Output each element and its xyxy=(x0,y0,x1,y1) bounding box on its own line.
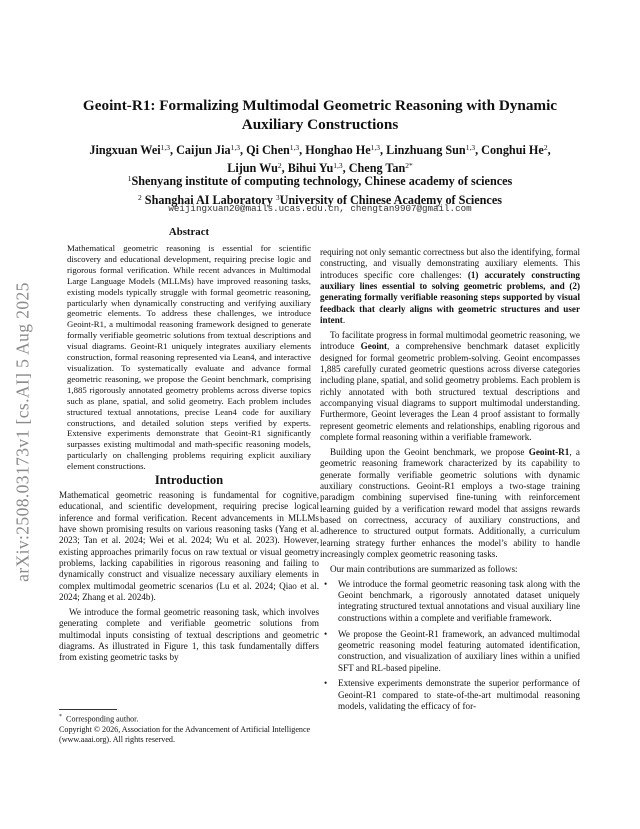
author: Linzhuang Sun$^{1,3}$, xyxy=(386,143,482,157)
arxiv-stamp-text: arXiv:2508.03173v1 [cs.AI] 5 Aug 2025 xyxy=(12,282,33,582)
abstract-heading: Abstract xyxy=(168,226,210,238)
author: Cheng Tan$^{2*}$ xyxy=(348,161,413,175)
intro-paragraph: Mathematical geometric reasoning is fundamental for cognitive, educational, and scientific development, requiring precise logical inference and formal verification. Recent advancements in MLLMs have shown promising results on various reasoning tasks (Yang et al. 2023; Tan et al. 2024; Wei et al. 2024; Wu et al. 2023). However, existing approaches primarily focus on raw textual or visual geometry problems, lacking capabilities in rigorous reasoning and failing to dynamically construct and visualize necessary auxiliary elements in complex multimodal geometric scenarios (Lu et al. 2024; Qiao et al. 2024; Zhang et al. 2024b). xyxy=(59,490,319,603)
list-item: • We introduce the formal geometric reasoning task along with the Geoint benchmark, a rigorously annotated dataset uniquely integrating structured textual annotations and visual auxiliary line constructions within a complete and verifiable framework. xyxy=(324,578,580,623)
introduction-left-column xyxy=(59,490,319,667)
copyright-notice: Copyright © 2026, Association for the Advancement of Artificial Intelligence (www.aaai.org). All rights reserved. xyxy=(59,724,311,744)
contributions-list xyxy=(320,579,580,713)
author: Lijun Wu$^2$, xyxy=(227,161,288,175)
author: Caijun Jia$^{1,3}$, xyxy=(176,143,247,157)
arxiv-stamp xyxy=(8,232,38,632)
right-column xyxy=(320,247,580,717)
abstract-body xyxy=(67,243,311,472)
author-emails: weijingxuan20@mails.ucas.edu.cn, chengtan9907@gmail.com xyxy=(168,203,472,214)
abstract-text: Mathematical geometric reasoning is essential for scientific discovery and educational development, requiring precise logic and rigorous formal verification. While recent advances in Multimodal Large Language Models (MLLMs) have improved reasoning tasks, existing models typically struggle with formal geometric reasoning, particularly when dynamically constructing and verifying auxiliary geometric elements. To address these challenges, we introduce Geoint-R1, a multimodal reasoning framework designed to generate formally verifiable geometric solutions from textual descriptions and visual diagrams. Geoint-R1 uniquely integrates auxiliary elements construction, formal reasoning represented via Lean4, and interactive visualization. To systematically evaluate and advance formal geometric reasoning, we propose the Geoint benchmark, comprising 1,885 rigorously annotated geometry problems across diverse topics such as plane, spatial, and solid geometry. Each problem includes structured textual annotations, precise Lean4 code for auxiliary constructions, and detailed solution steps verified by experts. Extensive experiments demonstrate that Geoint-R1 significantly surpasses existing multimodal and math-specific reasoning models, particularly on challenging problems requiring explicit auxiliary element constructions. xyxy=(67,243,311,472)
body-paragraph: Building upon the Geoint benchmark, we propose Geoint-R1, a geometric reasoning framework characterized by its capability to generate formally verifiable geometric solutions with dynamic auxiliary constructions. Geoint-R1 employs a two-stage training paradigm combining supervised fine-tuning with reinforcement learning guided by a verification reward model that assigns rewards based on correctness, accuracy of auxiliary constructions, and adherence to structured output formats. Additionally, a curriculum learning strategy further enhances the model’s ability to handle increasingly complex geometric reasoning tasks. xyxy=(320,446,580,559)
intro-paragraph: We introduce the formal geometric reasoning task, which involves generating complete and verifiable geometric solutions from multimodal inputs consisting of textual descriptions and geometric diagrams. As illustrated in Figure 1, this task fundamentally differs from existing geometric tasks by xyxy=(59,606,319,663)
author: Conghui He$^2$, xyxy=(481,143,551,157)
author: Qi Chen$^{1,3}$, xyxy=(246,143,306,157)
footnote-divider xyxy=(59,709,117,710)
bullet-icon: • xyxy=(324,578,328,589)
affiliation-line: $^2$ Shanghai AI Laboratory $^3$University of Chinese Academy of Sciences xyxy=(138,192,502,207)
list-item: • We propose the Geoint-R1 framework, an advanced multimodal geometric reasoning model featuring automated identification, construction, and visualization of auxiliary lines within a unified SFT and RL-based pipeline. xyxy=(324,628,580,673)
paper-title: Geoint-R1: Formalizing Multimodal Geometric Reasoning with Dynamic Auxiliary Constructions xyxy=(82,97,558,133)
body-paragraph: To facilitate progress in formal multimodal geometric reasoning, we introduce Geoint, a comprehensive benchmark dataset explicitly designed for formal geometric problem-solving. Geoint encompasses 1,885 carefully curated geometric questions across diverse categories including plane, spatial, and solid geometry problems. Each problem is richly annotated with both structured textual descriptions and accompanying visual diagrams to support multimodal understanding. Furthermore, Geoint leverages the Lean 4 proof assistant to formally represent geometric elements and relationships, enabling rigorous and complete formal reasoning within a verifiable framework. xyxy=(320,329,580,442)
bullet-icon: • xyxy=(324,628,328,639)
corresponding-author-note: * Corresponding author. xyxy=(59,714,139,724)
footnotes xyxy=(59,712,319,745)
author: Bihui Yu$^{1,3}$, xyxy=(287,161,349,175)
body-paragraph: requiring not only semantic correctness but also the identifying, formal constructing, and visually demonstrating auxiliary elements. This introduces specific core challenges: (1) accurately constructing auxiliary lines essential to solving geometric problems, and (2) generating formally verifiable reasoning steps supported by visual feedback that clearly aligns with geometric structures and user intent. xyxy=(320,247,580,326)
list-item: • Extensive experiments demonstrate the superior performance of Geoint-R1 compared to state-of-the-art multimodal reasoning models, validating the efficacy of for- xyxy=(324,678,580,712)
introduction-heading: Introduction xyxy=(154,473,224,487)
affiliation-line: $^1$Shenyang institute of computing technology, Chinese academy of sciences xyxy=(127,174,513,188)
author: Honghao He$^{1,3}$, xyxy=(305,143,387,157)
body-paragraph: Our main contributions are summarized as follows: xyxy=(330,563,518,574)
bullet-icon: • xyxy=(324,678,328,689)
author: Jingxuan Wei$^{1,3}$, xyxy=(89,143,177,157)
